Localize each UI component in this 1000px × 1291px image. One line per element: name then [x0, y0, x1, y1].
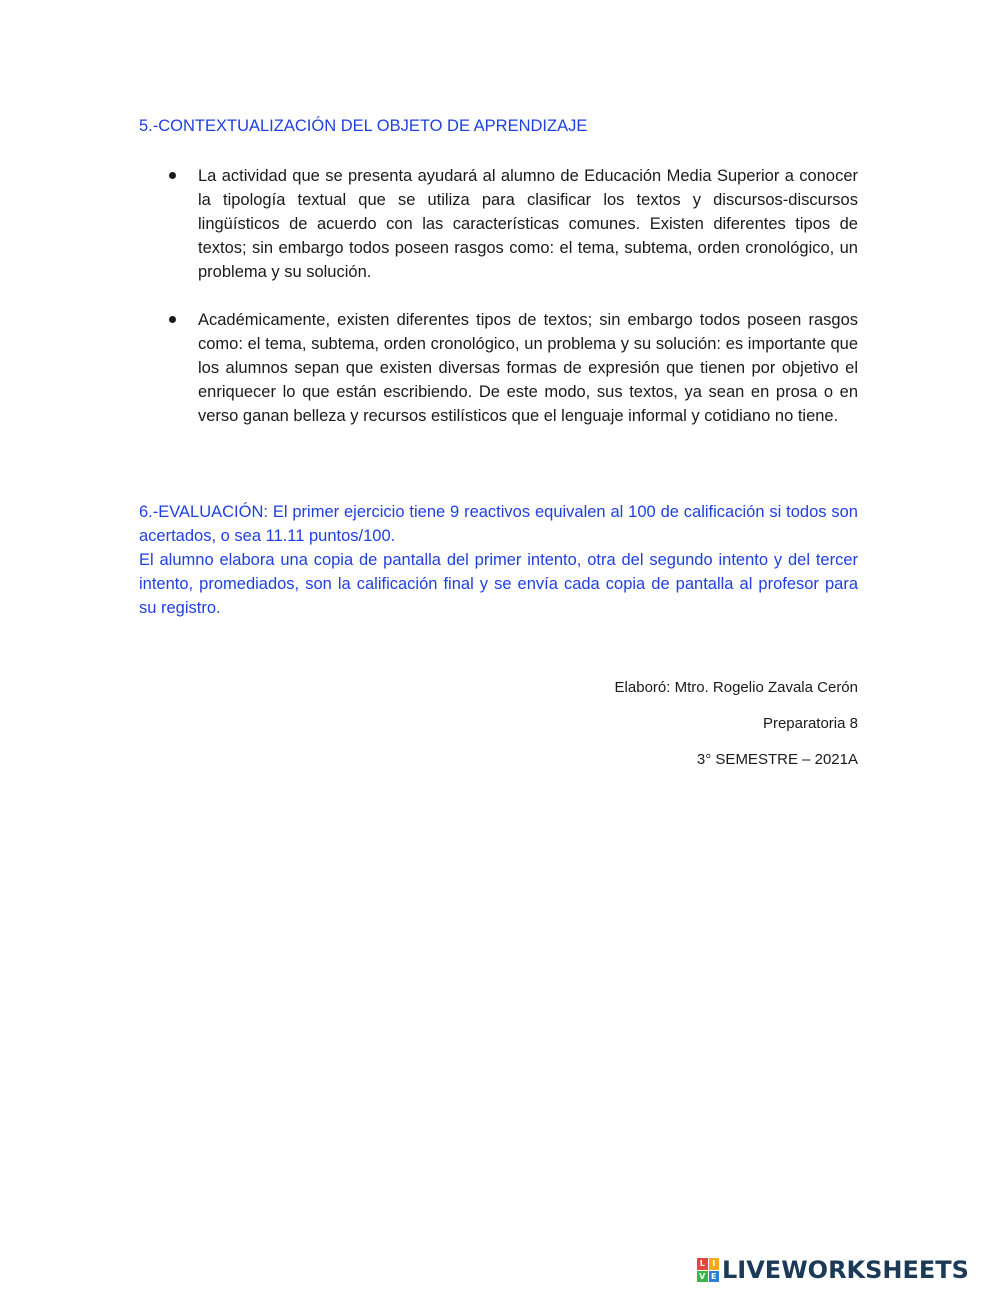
signature-block — [615, 679, 858, 787]
evaluation-paragraph-1: 6.-EVALUACIÓN: El primer ejercicio tiene 9 reactivos equivalen al 100 de calificación si todos son acertados, o sea 11.11 puntos/100. — [139, 503, 858, 545]
bullet-dot-icon — [169, 316, 176, 323]
bullet-text-1: La actividad que se presenta ayudará al alumno de Educación Media Superior a conocer la tipología textual que se utiliza para clasificar los textos y discursos-discursos lingüísticos de acuerdo con las características comunes. Existen diferentes tipos de textos; sin embargo todos poseen rasgos como: el tema, subtema, orden cronológico, un problema y su solución. — [198, 167, 858, 281]
author-line: Elaboró: Mtro. Rogelio Zavala Cerón — [614, 679, 858, 696]
logo-letter-i: I — [709, 1258, 720, 1270]
brand-name: LIVEWORKSHEETS — [722, 1256, 969, 1284]
bullet-list — [168, 164, 858, 452]
evaluation-section — [139, 500, 858, 620]
bullet-item-2 — [168, 308, 858, 428]
liveworksheets-brand — [697, 1255, 969, 1285]
section-5-title: 5.-CONTEXTUALIZACIÓN DEL OBJETO DE APRENDIZAJE — [139, 117, 588, 135]
logo-letter-v: V — [697, 1271, 708, 1283]
liveworksheets-logo-icon — [697, 1258, 719, 1282]
bullet-text-2: Académicamente, existen diferentes tipos de textos; sin embargo todos poseen rasgos como: el tema, subtema, orden cronológico, un problema y su solución: es importante que los alumnos sepan que existen diversas formas de expresión que tienen por objetivo el enriquecer lo que están escribiendo. De este modo, sus textos, ya sean en prosa o en verso ganan belleza y recursos estilísticos que el lenguaje informal y cotidiano no tiene. — [198, 311, 858, 425]
logo-letter-l: L — [697, 1258, 708, 1270]
evaluation-paragraph-2: El alumno elabora una copia de pantalla del primer intento, otra del segundo intento y del tercer intento, promediados, son la calificación final y se envía cada copia de pantalla al profesor para su registro. — [139, 551, 858, 617]
school-line: Preparatoria 8 — [762, 715, 858, 732]
logo-letter-e: E — [709, 1271, 720, 1283]
bullet-dot-icon — [169, 172, 176, 179]
bullet-item-1 — [168, 164, 858, 284]
semester-line: 3° SEMESTRE – 2021A — [696, 751, 858, 768]
